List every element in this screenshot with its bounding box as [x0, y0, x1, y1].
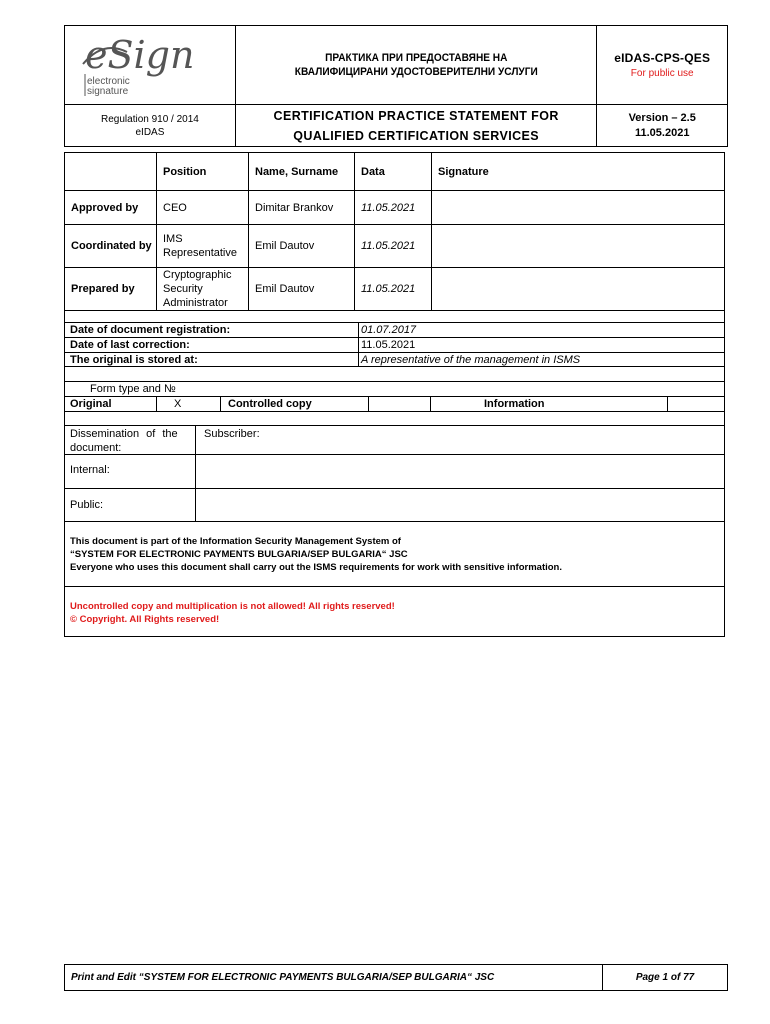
- col-name: Name, Surname: [249, 153, 355, 191]
- position-cell: [157, 225, 249, 268]
- form-controlled: Controlled copy: [228, 398, 312, 410]
- title-en-line2: QUALIFIED CERTIFICATION SERVICES: [293, 128, 539, 143]
- title-bg-cell: [235, 26, 597, 105]
- version-date: 11.05.2021: [634, 126, 690, 139]
- role-coordinated: Coordinated by: [65, 225, 157, 268]
- position-line: Representative: [163, 247, 237, 259]
- doc-code-cell: [597, 26, 728, 105]
- logo-sub2: signature: [86, 85, 129, 97]
- signature-cell[interactable]: [432, 225, 725, 268]
- public-label: For public use: [630, 68, 694, 79]
- date-cell: 11.05.2021: [355, 191, 432, 225]
- position-line: CEO: [163, 201, 187, 214]
- form-row: [64, 397, 725, 411]
- regulation-line1: Regulation 910 / 2014: [101, 113, 199, 125]
- form-col-divider: [430, 397, 431, 411]
- name-cell: Emil Dautov: [249, 268, 355, 311]
- divider: [64, 488, 725, 489]
- version-cell: [597, 105, 728, 147]
- col-signature: Signature: [432, 153, 725, 191]
- subscriber-label: Subscriber:: [204, 428, 260, 440]
- reg-label: Date of document registration:: [70, 324, 231, 336]
- registration-block: [64, 323, 725, 367]
- corr-value: 11.05.2021: [361, 339, 416, 351]
- form-col-divider: [368, 397, 369, 411]
- logo-cell: [65, 26, 236, 105]
- dissemination-label: [70, 427, 190, 455]
- form-original-mark[interactable]: X: [174, 398, 182, 410]
- warning-line2: © Copyright. All Rights reserved!: [70, 614, 220, 625]
- table-row: [65, 268, 725, 311]
- doc-code: eIDAS-CPS-QES: [614, 51, 711, 65]
- table-row: [65, 191, 725, 225]
- form-original: Original: [70, 398, 112, 410]
- form-information: Information: [484, 398, 545, 410]
- form-col-divider: [667, 397, 668, 411]
- divider: [64, 411, 725, 412]
- logo-wordmark: eSign: [84, 32, 195, 77]
- title-bg-line2: КВАЛИФИЦИРАНИ УДОСТОВЕРИТЕЛНИ УСЛУГИ: [294, 66, 538, 78]
- approval-header-row: [65, 153, 725, 191]
- form-col-divider: [156, 397, 157, 411]
- role-approved: Approved by: [65, 191, 157, 225]
- signature-cell[interactable]: [432, 268, 725, 311]
- position-line: IMS: [163, 233, 183, 245]
- approval-table: [64, 152, 725, 311]
- col-date: Data: [355, 153, 432, 191]
- notice-line1: This document is part of the Information Security Management System of: [70, 536, 401, 547]
- isms-notice: [70, 535, 720, 574]
- title-bg-line1: ПРАКТИКА ПРИ ПРЕДОСТАВЯНЕ НА: [324, 52, 508, 64]
- reg-value: 01.07.2017: [361, 324, 417, 336]
- position-cell: [157, 191, 249, 225]
- divider: [64, 366, 725, 367]
- position-line: Security: [163, 283, 203, 295]
- title-en-cell: [235, 105, 597, 147]
- internal-label: Internal:: [70, 464, 110, 476]
- form-title: Form type and №: [90, 383, 176, 395]
- position-line: Cryptographic: [163, 269, 232, 281]
- name-cell: Emil Dautov: [249, 225, 355, 268]
- copyright-warning: [70, 600, 720, 626]
- footer-table: [64, 964, 728, 991]
- dissemination-line1: Dissemination of the: [70, 428, 178, 440]
- title-en-line1: CERTIFICATION PRACTICE STATEMENT FOR: [273, 108, 559, 123]
- logo-sub1: electronic: [86, 75, 130, 87]
- divider: [64, 454, 725, 455]
- diss-col-divider: [195, 425, 196, 522]
- name-cell: Dimitar Brankov: [249, 191, 355, 225]
- divider: [64, 425, 725, 426]
- esign-logo: [75, 28, 225, 98]
- header-table: [64, 25, 728, 147]
- table-row: [65, 225, 725, 268]
- position-line: Administrator: [163, 297, 228, 309]
- date-cell: 11.05.2021: [355, 268, 432, 311]
- footer-print-edit: Print and Edit “SYSTEM FOR ELECTRONIC PAYMENTS BULGARIA/SEP BULGARIA“ JSC: [65, 965, 603, 991]
- date-cell: 11.05.2021: [355, 225, 432, 268]
- dissemination-line2: document:: [70, 442, 122, 454]
- role-prepared: Prepared by: [65, 268, 157, 311]
- notice-line2: “SYSTEM FOR ELECTRONIC PAYMENTS BULGARIA/SEP BULGARIA“ JSC: [70, 549, 408, 560]
- corr-label: Date of last correction:: [70, 339, 190, 351]
- stored-value: A representative of the management in ISMS: [361, 354, 581, 366]
- regulation-cell: [65, 105, 236, 147]
- warning-line1: Uncontrolled copy and multiplication is not allowed! All rights reserved!: [70, 601, 395, 612]
- version: Version – 2.5: [628, 111, 696, 124]
- reg-col-divider: [358, 323, 359, 366]
- stored-label: The original is stored at:: [70, 354, 198, 366]
- divider: [64, 586, 725, 587]
- regulation-line2: eIDAS: [135, 126, 165, 138]
- position-cell: [157, 268, 249, 311]
- public-label: Public:: [70, 499, 104, 511]
- footer-page: Page 1 of 77: [603, 965, 728, 991]
- form-col-divider: [220, 397, 221, 411]
- notice-line3: Everyone who uses this document shall carry out the ISMS requirements for work with sensitive information.: [70, 562, 562, 573]
- signature-cell[interactable]: [432, 191, 725, 225]
- divider: [64, 521, 725, 522]
- col-position: Position: [157, 153, 249, 191]
